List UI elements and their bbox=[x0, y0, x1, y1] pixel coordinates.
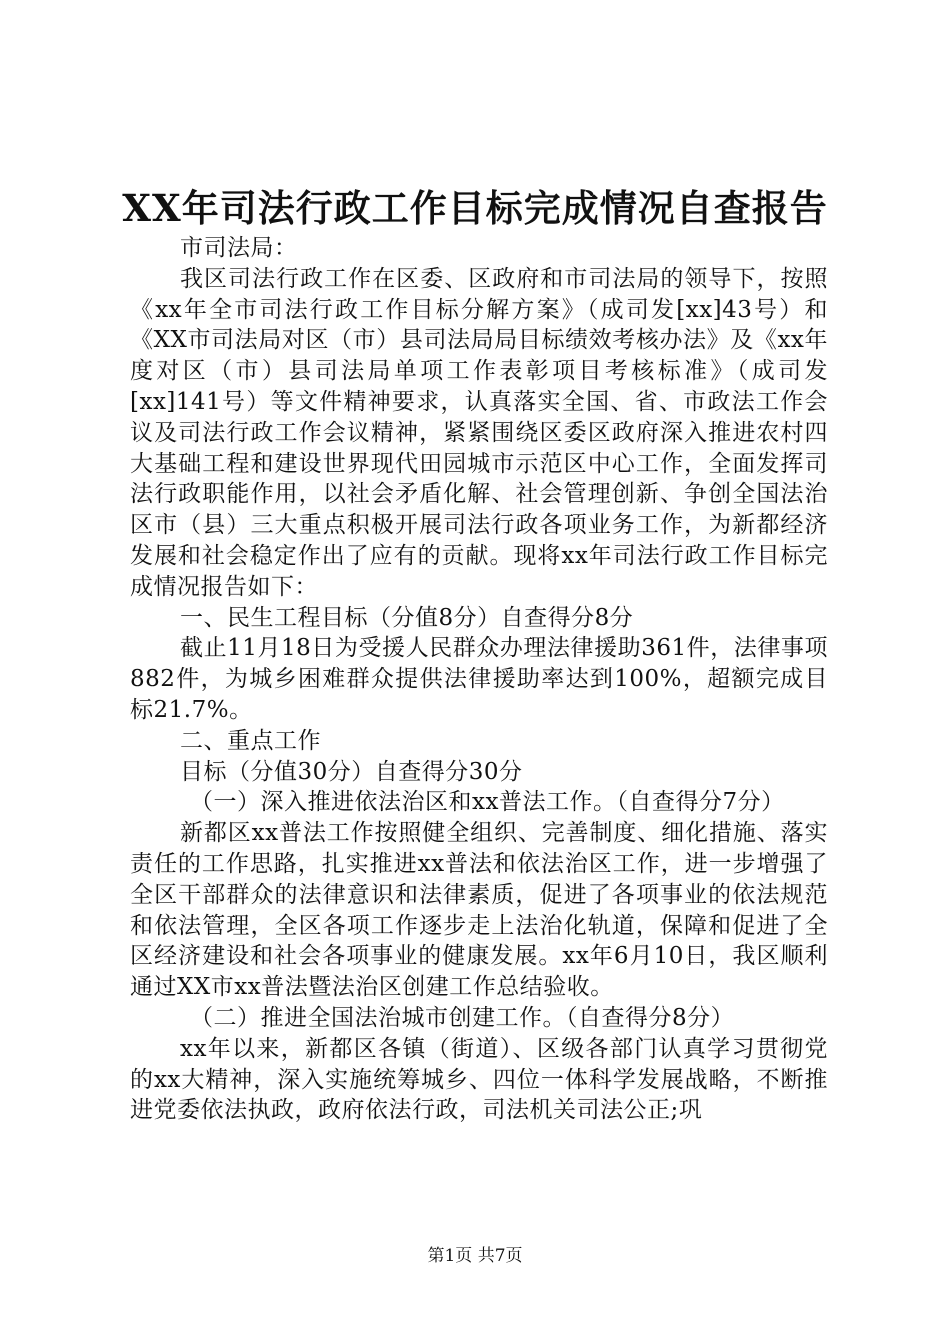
page-number: 第1页 共7页 bbox=[427, 1246, 523, 1266]
salutation: 市司法局： bbox=[180, 235, 298, 261]
section-1-paragraph: 截止11月18日为受援人民群众办理法律援助361件，法律事项882件，为城乡困难群众提供法律援助率达到100%，超额完成目标21.7%。 bbox=[130, 635, 828, 723]
document-title: XX年司法行政工作目标完成情况自查报告 bbox=[122, 186, 828, 230]
section-heading-2: 二、重点工作 bbox=[180, 727, 321, 754]
subsection-1-paragraph: 新都区xx普法工作按照健全组织、完善制度、细化措施、落实责任的工作思路，扎实推进xx普法和依法治区工作，进一步增强了全区干部群众的法律意识和法律素质，促进了各项事业的依法规范和依法管理，全区各项工作逐步走上法治化轨道，保障和促进了全区经济建设和社会各项事业的健康发展。xx年6月10日，我区顺利通过XX市xx普法暨法治区创建工作总结验收。 bbox=[130, 820, 828, 1001]
document-body bbox=[130, 233, 828, 1126]
subsection-heading-2: （二）推进全国法治城市创建工作。（自查得分8分） bbox=[190, 1004, 735, 1031]
intro-paragraph: 我区司法行政工作在区委、区政府和市司法局的领导下，按照《xx年全市司法行政工作目标分解方案》（成司发[xx]43号）和《XX市司法局对区（市）县司法局局目标绩效考核办法》及《xx年度对区（市）县司法局单项工作表彰项目考核标准》（成司发[xx]141号）等文件精神要求，认真落实全国、省、市政法工作会议及司法行政工作会议精神，紧紧围绕区委区政府深入推进农村四大基础工程和建设世界现代田园城市示范区中心工作，全面发挥司法行政职能作用，以社会矛盾化解、社会管理创新、争创全国法治区市（县）三大重点积极开展司法行政各项业务工作，为新都经济发展和社会稳定作出了应有的贡献。现将xx年司法行政工作目标完成情况报告如下： bbox=[130, 265, 828, 600]
section-heading-1: 一、民生工程目标（分值8分）自查得分8分 bbox=[180, 604, 634, 631]
subsection-heading-1: （一）深入推进依法治区和xx普法工作。（自查得分7分） bbox=[190, 789, 785, 816]
subsection-2-paragraph: xx年以来，新都区各镇（街道）、区级各部门认真学习贯彻党的xx大精神，深入实施统筹城乡、四位一体科学发展战略，不断推进党委依法执政，政府依法行政，司法机关司法公正;巩 bbox=[130, 1035, 828, 1124]
section-2-score: 目标（分值30分）自查得分30分 bbox=[180, 758, 523, 785]
